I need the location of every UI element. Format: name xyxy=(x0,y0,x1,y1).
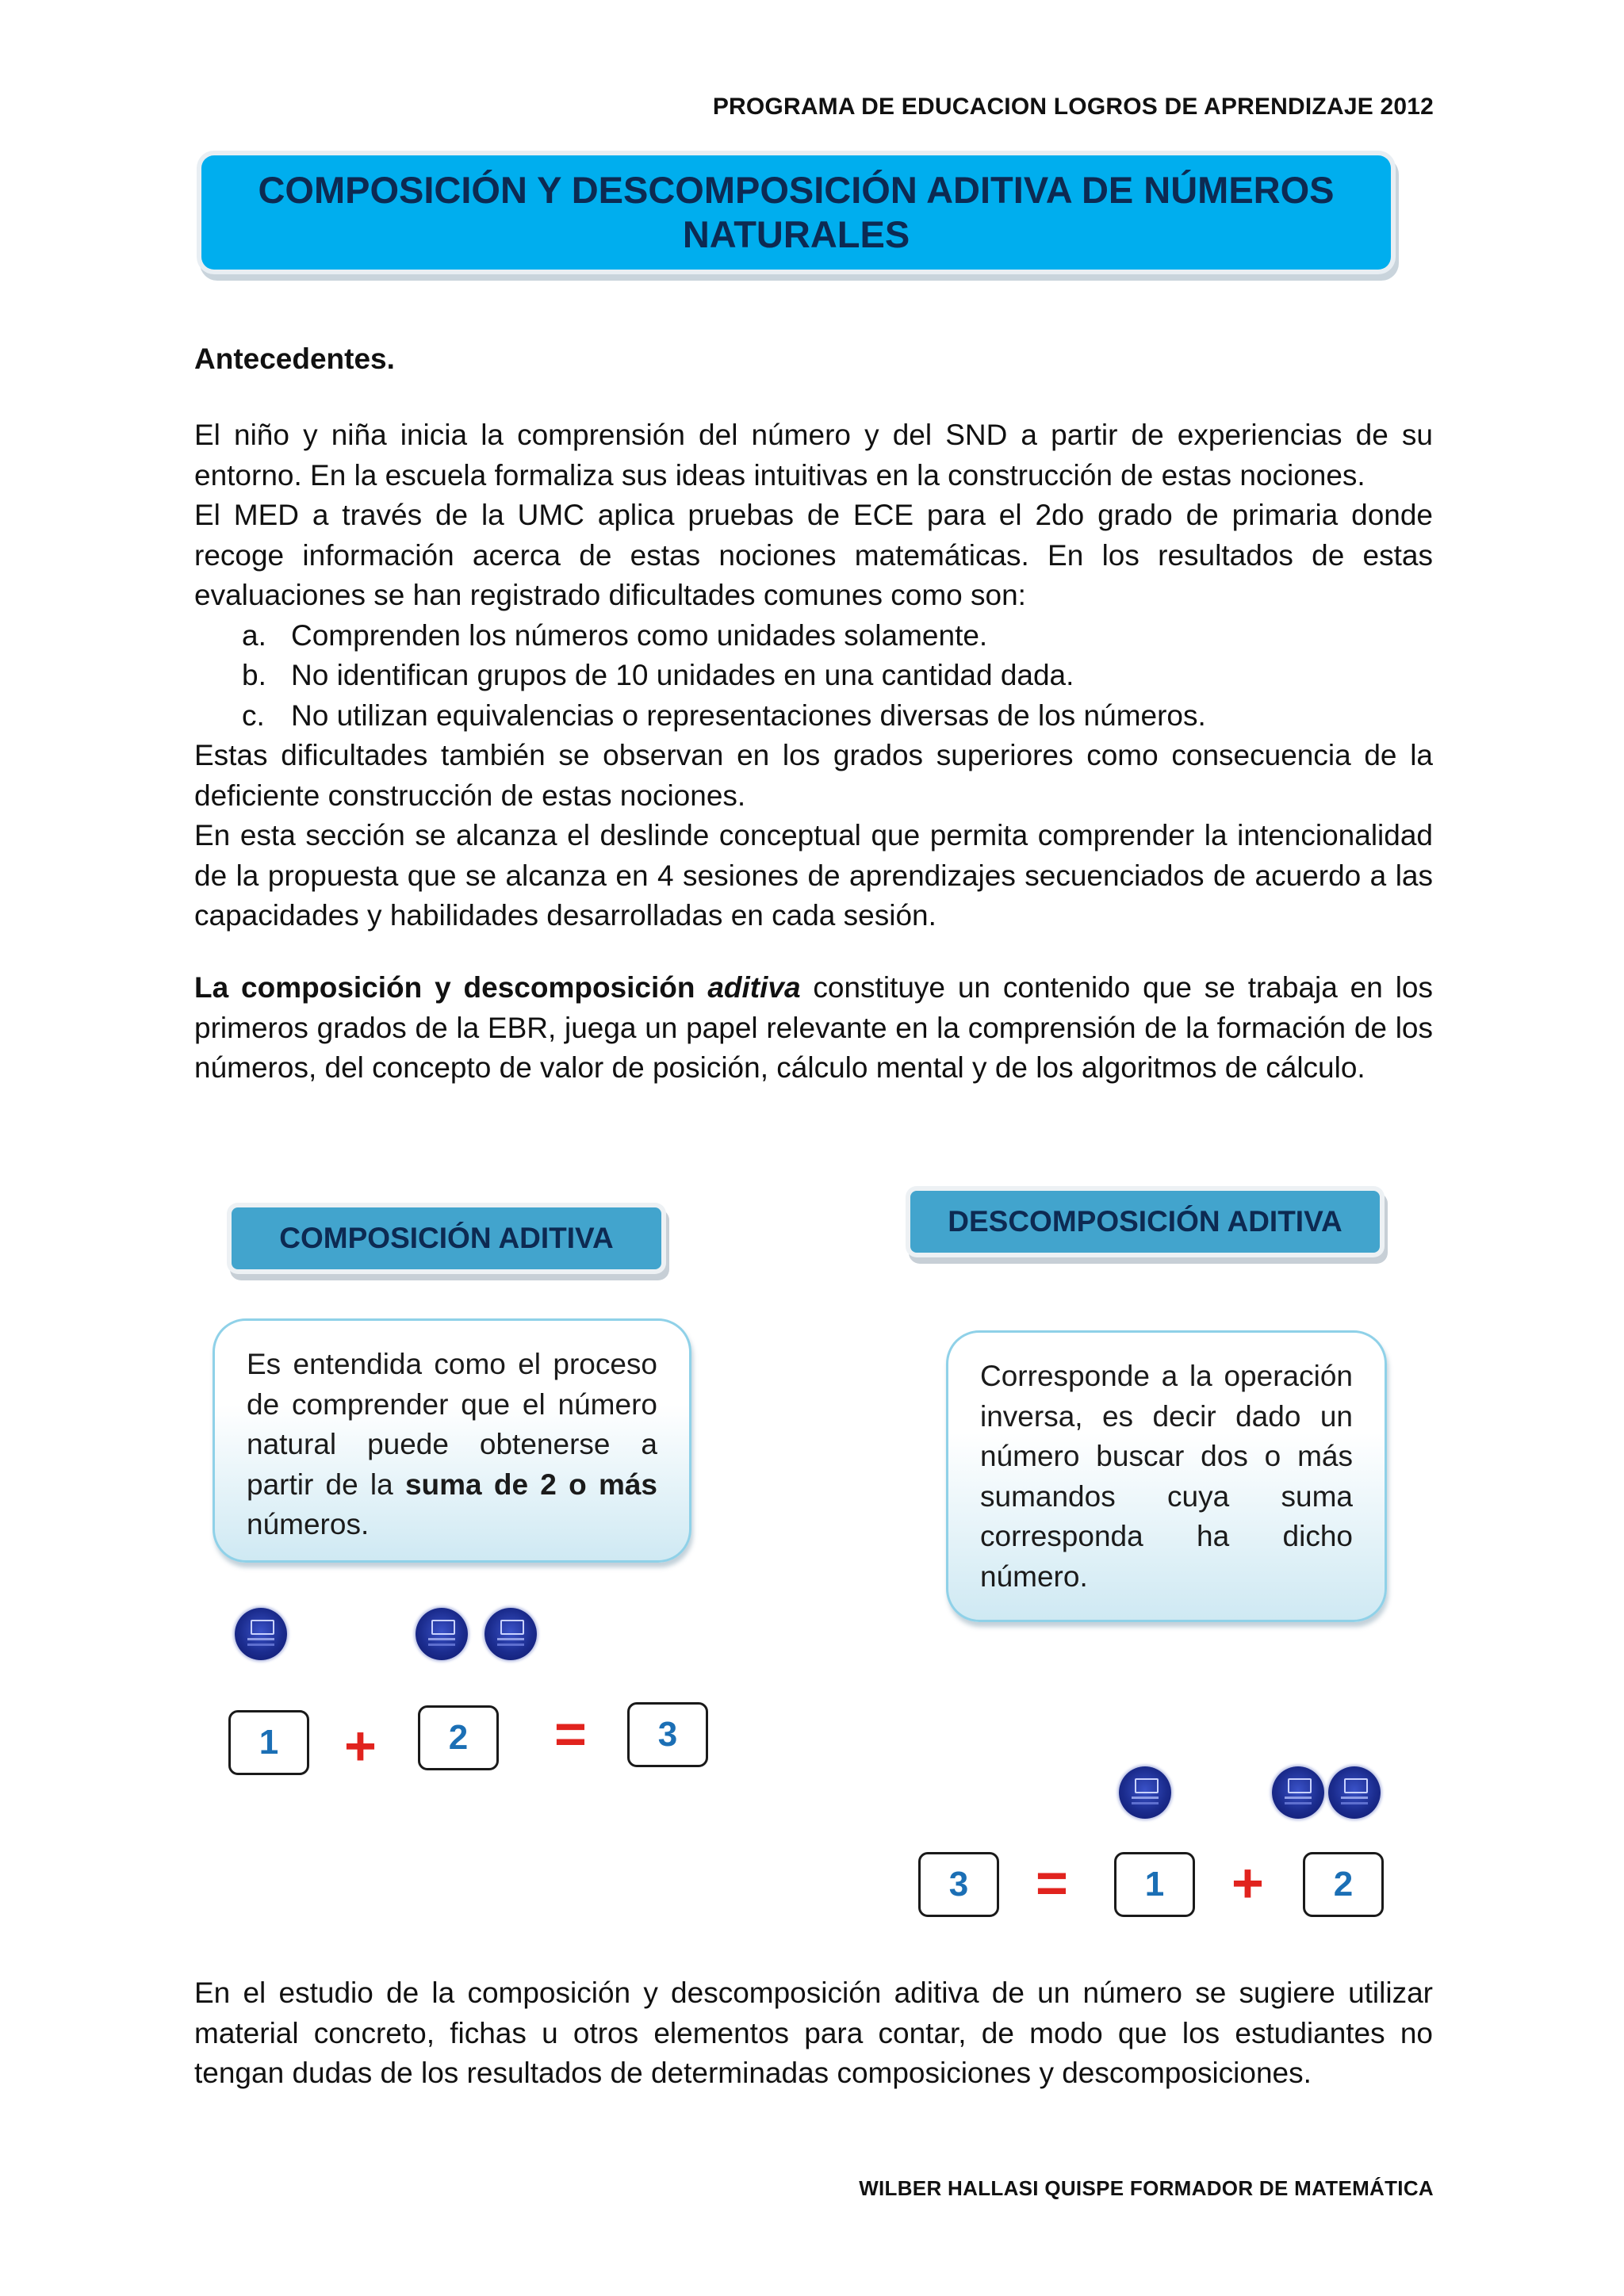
plus-sign: + xyxy=(344,1715,377,1777)
number-box: 3 xyxy=(627,1702,708,1767)
page-header: PROGRAMA DE EDUCACION LOGROS DE APRENDIZAJE 2012 xyxy=(712,94,1434,120)
number-box: 3 xyxy=(918,1852,999,1917)
counter-chip-icon xyxy=(1119,1766,1171,1819)
section-heading: Antecedentes. xyxy=(194,342,395,375)
number-box: 1 xyxy=(1114,1852,1195,1917)
difficulties-list xyxy=(194,616,1433,737)
descomposicion-definition: Corresponde a la operación inversa, es decir dado un número buscar dos o más sumandos cuya suma corresponda ha dicho número. xyxy=(946,1330,1387,1622)
title-banner xyxy=(201,155,1391,270)
number-box: 1 xyxy=(228,1710,309,1775)
list-item: b. No identifican grupos de 10 unidades en una cantidad dada. xyxy=(242,659,1074,691)
counter-chip-icon xyxy=(1272,1766,1324,1819)
intro-italic: aditiva xyxy=(707,971,801,1004)
composicion-definition: Es entendida como el proceso de comprender que el número natural puede obtenerse a partir de la suma de 2 o más números. xyxy=(213,1318,691,1563)
paragraph-4: En esta sección se alcanza el deslinde conceptual que permita comprender la intencionalidad de la propuesta que se alcanza en 4 sesiones de aprendizajes secuenciados de acuerdo a las capacidades y habilidades desarrolladas en cada sesión. xyxy=(194,819,1433,932)
equals-sign: = xyxy=(554,1703,587,1765)
list-item: a. Comprenden los números como unidades solamente. xyxy=(242,618,988,652)
counter-chip-icon xyxy=(416,1608,468,1660)
number-box: 2 xyxy=(1303,1852,1384,1917)
document-title: COMPOSICIÓN Y DESCOMPOSICIÓN ADITIVA DE NÚMEROS NATURALES xyxy=(258,169,1335,255)
composicion-label: COMPOSICIÓN ADITIVA xyxy=(232,1207,661,1269)
counter-chip-icon xyxy=(235,1608,287,1660)
paragraph-1: El niño y niña inicia la comprensión del número y del SND a partir de experiencias de su entorno. En la escuela formaliza sus ideas intuitivas en la construcción de estas nociones. xyxy=(194,419,1433,492)
plus-sign: + xyxy=(1231,1852,1264,1914)
intro-rest: constituye un contenido que se trabaja en los primeros grados de la EBR, juega un papel relevante en la comprensión de la formación de los números, del concepto de valor de posición, cálculo mental y de los algoritmos de cálculo. xyxy=(194,971,1433,1084)
counter-chip-icon xyxy=(485,1608,537,1660)
descomposicion-label: DESCOMPOSICIÓN ADITIVA xyxy=(910,1191,1380,1253)
paragraph-2: El MED a través de la UMC aplica pruebas de ECE para el 2do grado de primaria donde recoge información acerca de estas nociones matemáticas. En los resultados de estas evaluaciones se han registrado dificultades comunes como son: xyxy=(194,499,1433,611)
paragraph-3: Estas dificultades también se observan en los grados superiores como consecuencia de la deficiente construcción de estas nociones. xyxy=(194,739,1433,812)
equals-sign: = xyxy=(1036,1852,1068,1914)
intro-definition xyxy=(194,968,1433,1089)
list-item: c. No utilizan equivalencias o representaciones diversas de los números. xyxy=(242,698,1206,732)
closing-paragraph: En el estudio de la composición y descomposición aditiva de un número se sugiere utilizar material concreto, fichas u otros elementos para contar, de modo que los estudiantes no tengan dudas de los resultados de determinadas composiciones y descomposiciones. xyxy=(194,1976,1433,2089)
number-box: 2 xyxy=(418,1705,499,1770)
counter-chip-icon xyxy=(1328,1766,1381,1819)
page-footer: WILBER HALLASI QUISPE FORMADOR DE MATEMÁTICA xyxy=(859,2176,1434,2200)
antecedentes-text xyxy=(194,415,1433,936)
intro-bold: La composición y descomposición xyxy=(194,971,695,1004)
